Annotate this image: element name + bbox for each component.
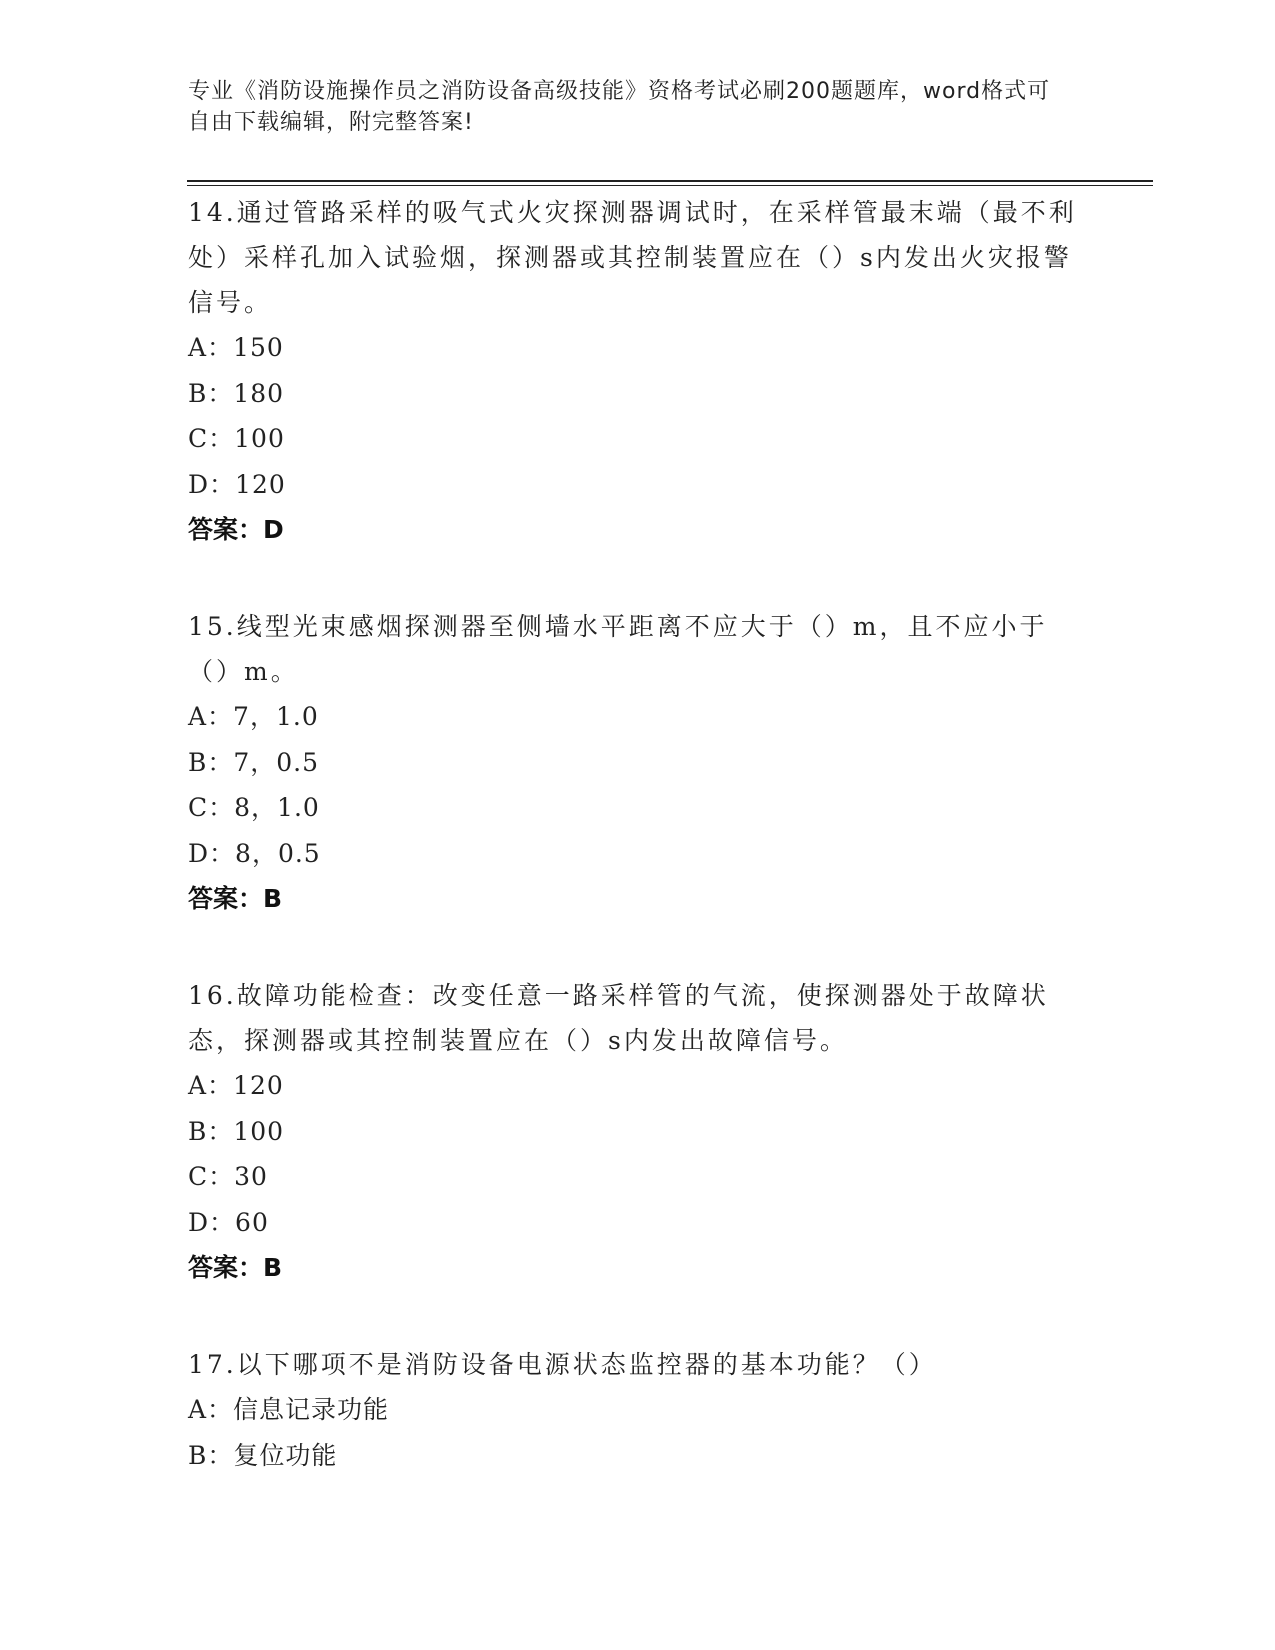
question-text: 17.以下哪项不是消防设备电源状态监控器的基本功能？（） [188, 1350, 937, 1379]
question-text: 14.通过管路采样的吸气式火灾探测器调试时，在采样管最末端（最不利处）采样孔加入试验烟，探测器或其控制装置应在（）s内发出火灾报警信号。 [188, 198, 1077, 317]
option-d: D：60 [188, 1207, 269, 1237]
option-b: B：复位功能 [188, 1440, 338, 1470]
option-c: C：100 [188, 424, 285, 453]
option-b: B：100 [188, 1116, 285, 1146]
answer-label: 答案：B [188, 1253, 283, 1282]
question-17 [188, 1342, 1088, 1478]
question-14 [188, 190, 1088, 552]
question-gap [188, 552, 1088, 604]
option-c: C：8，1.0 [188, 793, 320, 822]
question-gap [188, 1290, 1088, 1342]
question-list [188, 190, 1088, 1478]
option-a: A：120 [188, 1071, 284, 1100]
question-text: 16.故障功能检查：改变任意一路采样管的气流，使探测器处于故障状态，探测器或其控制装置应在（）s内发出故障信号。 [188, 981, 1049, 1055]
answer-label: 答案：D [188, 515, 284, 544]
option-d: D：8，0.5 [188, 838, 321, 868]
option-b: B：180 [188, 378, 285, 408]
question-text: 15.线型光束感烟探测器至侧墙水平距离不应大于（）m，且不应小于（）m。 [188, 612, 1048, 686]
header-rule-thin [187, 185, 1153, 186]
header-rule-thick [187, 180, 1153, 182]
option-c: C：30 [188, 1162, 268, 1191]
question-16 [188, 973, 1088, 1290]
option-d: D：120 [188, 469, 286, 499]
question-15 [188, 604, 1088, 921]
option-a: A：信息记录功能 [188, 1395, 390, 1424]
option-a: A：150 [188, 333, 284, 362]
option-a: A：7，1.0 [188, 702, 319, 731]
answer-label: 答案：B [188, 884, 283, 913]
option-b: B：7，0.5 [188, 747, 320, 777]
document-header: 专业《消防设施操作员之消防设备高级技能》资格考试必刷200题题库，word格式可自由下载编辑，附完整答案! [188, 79, 1051, 135]
question-gap [188, 921, 1088, 973]
